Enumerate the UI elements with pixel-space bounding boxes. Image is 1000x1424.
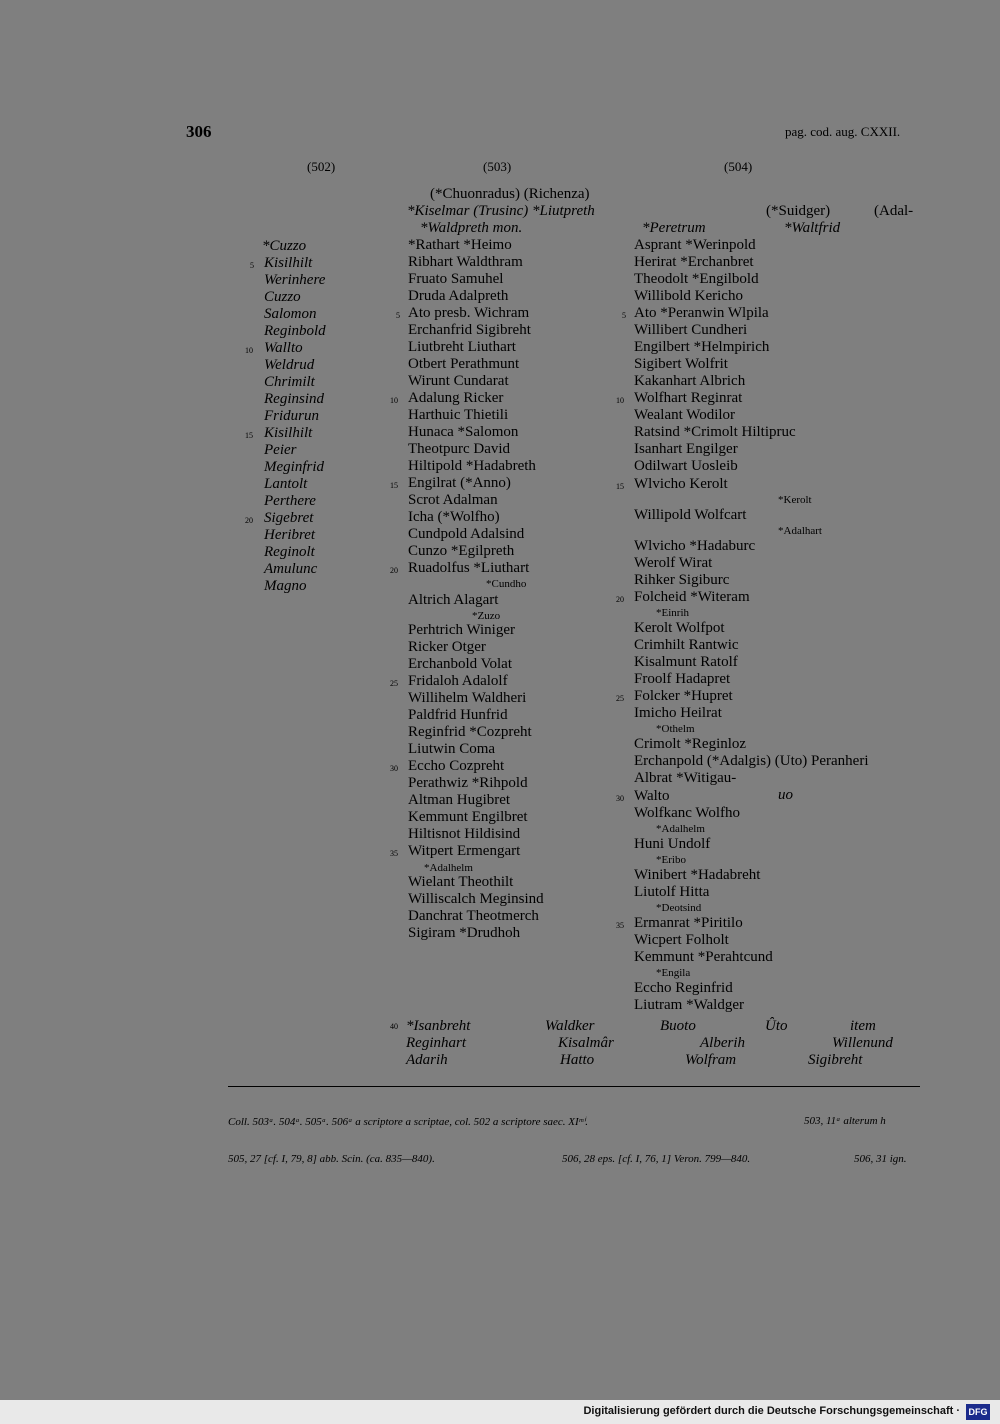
- name-entry: Wallto: [264, 340, 303, 356]
- name-entry: Wielant Theothilt: [408, 874, 514, 890]
- name-entry: Sigibert Wolfrit: [634, 356, 728, 372]
- name-entry: *Cuzzo: [262, 238, 307, 254]
- name-entry: Sigibreht: [808, 1052, 863, 1068]
- name-entry: *Waltfrid: [784, 220, 841, 236]
- footnote-line: 505, 27 [cf. I, 79, 8] abb. Scin. (ca. 835—840).: [228, 1153, 435, 1165]
- name-entry: Wolfhart Reginrat: [634, 390, 743, 406]
- name-entry: Druda Adalpreth: [408, 288, 509, 304]
- name-entry: Ribhart Waldthram: [408, 254, 523, 270]
- name-entry: (*Chuonradus) (Richenza): [430, 186, 590, 202]
- name-entry: Harthuic Thietili: [408, 407, 509, 423]
- name-entry: *Othelm: [656, 723, 695, 735]
- name-entry: Erchanpold (*Adalgis) (Uto) Peranheri: [634, 753, 869, 769]
- line-number: 25: [390, 679, 398, 688]
- footnote-line: 503, 11ᵃ alterum h: [804, 1115, 886, 1127]
- line-number: 10: [616, 396, 624, 405]
- name-entry: Crimhilt Rantwic: [634, 637, 739, 653]
- line-number: 35: [616, 921, 624, 930]
- name-entry: item: [850, 1018, 876, 1034]
- running-title: pag. cod. aug. CXXII.: [785, 124, 901, 139]
- name-entry: Perhtrich Winiger: [408, 622, 516, 638]
- name-entry: Eccho Reginfrid: [634, 980, 733, 996]
- line-number: 20: [616, 595, 624, 604]
- name-entry: Liutbreht Liuthart: [408, 339, 516, 355]
- name-entry: Huni Undolf: [634, 836, 711, 852]
- name-entry: Chrimilt: [264, 374, 315, 390]
- name-entry: *Rathart *Heimo: [408, 237, 512, 253]
- line-number: 25: [616, 694, 624, 703]
- name-entry: Reginbold: [264, 323, 326, 339]
- name-entry: Liutolf Hitta: [634, 884, 710, 900]
- name-entry: Fridaloh Adalolf: [408, 673, 508, 689]
- name-entry: Ratsind *Crimolt Hiltipruc: [634, 424, 796, 440]
- name-entry: Weldrud: [264, 357, 315, 373]
- column-label-504: (504): [724, 159, 753, 174]
- name-entry: Winibert *Hadabreht: [634, 867, 761, 883]
- name-entry: Adarih: [406, 1052, 448, 1068]
- line-number: 30: [616, 794, 624, 803]
- name-entry: Sigiram *Drudhoh: [408, 925, 521, 941]
- name-entry: Amulunc: [264, 561, 318, 577]
- name-entry: Wolfram: [685, 1052, 737, 1068]
- name-entry: Ato presb. Wichram: [408, 305, 530, 321]
- name-entry: Kisilhilt: [264, 255, 313, 271]
- footnote-divider: [228, 1086, 920, 1087]
- name-entry: Williscalch Meginsind: [408, 891, 544, 907]
- line-number: 20: [245, 516, 253, 525]
- name-entry: Kakanhart Albrich: [634, 373, 746, 389]
- name-entry: Kerolt Wolfpot: [634, 620, 725, 636]
- line-number: 35: [390, 849, 398, 858]
- name-entry: Wealant Wodilor: [634, 407, 736, 423]
- name-entry: *Isanbreht: [406, 1018, 471, 1034]
- line-number: 5: [396, 311, 400, 320]
- name-entry: Eccho Cozpreht: [408, 758, 505, 774]
- name-entry: Willihelm Waldheri: [408, 690, 527, 706]
- line-number: 5: [250, 261, 254, 270]
- name-entry: Engilrat (*Anno): [408, 475, 511, 491]
- name-entry: *Deotsind: [656, 902, 702, 914]
- name-entry: Kemmunt Engilbret: [408, 809, 528, 825]
- name-entry: Liutwin Coma: [408, 741, 496, 757]
- name-entry: Wicpert Folholt: [634, 932, 729, 948]
- name-entry: Ermanrat *Piritilo: [634, 915, 743, 931]
- name-entry: Hatto: [560, 1052, 595, 1068]
- line-number: 5: [622, 311, 626, 320]
- name-entry: Froolf Hadapret: [634, 671, 731, 687]
- column-label-503: (503): [483, 159, 512, 174]
- footer-text: Digitalisierung gefördert durch die Deutsche Forschungsgemeinschaft ·: [583, 1405, 960, 1417]
- name-entry: Wolfkanc Wolfho: [634, 805, 741, 821]
- name-entry: Reginsind: [264, 391, 324, 407]
- name-entry: Engilbert *Helmpirich: [634, 339, 770, 355]
- name-entry: Theodolt *Engilbold: [634, 271, 759, 287]
- name-entry: *Adalhelm: [656, 823, 705, 835]
- name-entry: Hiltipold *Hadabreth: [408, 458, 536, 474]
- name-entry: Liutram *Waldger: [634, 997, 745, 1013]
- name-entry: Heribret: [264, 527, 316, 543]
- name-entry: Isanhart Engilger: [634, 441, 738, 457]
- name-entry: Buoto: [660, 1018, 696, 1034]
- column-label-502: (502): [307, 159, 336, 174]
- name-entry: Willibert Cundheri: [634, 322, 748, 338]
- name-entry: Rihker Sigiburc: [634, 572, 730, 588]
- name-entry: Wlvicho *Hadaburc: [634, 538, 756, 554]
- name-entry: Ricker Otger: [408, 639, 486, 655]
- name-entry: (Adal-: [874, 203, 914, 219]
- dfg-logo-icon: DFG: [966, 1404, 990, 1420]
- name-entry: Reginolt: [264, 544, 315, 560]
- name-entry: Erchanbold Volat: [408, 656, 513, 672]
- name-entry: Wirunt Cundarat: [408, 373, 509, 389]
- name-entry: Salomon: [264, 306, 317, 322]
- name-entry: *Kiselmar (Trusinc) *Liutpreth: [407, 203, 595, 219]
- name-entry: Werolf Wirat: [634, 555, 713, 571]
- name-entry: Willibold Kericho: [634, 288, 743, 304]
- name-entry: Peier: [264, 442, 297, 458]
- name-entry: Hiltisnot Hildisind: [408, 826, 521, 842]
- name-entry: *Adalhart: [778, 525, 822, 537]
- name-entry: Cuzzo: [264, 289, 301, 305]
- line-number: 10: [390, 396, 398, 405]
- name-entry: Crimolt *Reginloz: [634, 736, 747, 752]
- name-entry: Altman Hugibret: [408, 792, 511, 808]
- name-entry: Herirat *Erchanbret: [634, 254, 754, 270]
- name-entry: Walto: [634, 788, 670, 804]
- name-entry: Cunzo *Egilpreth: [408, 543, 515, 559]
- name-entry: Folcheid *Witeram: [634, 589, 750, 605]
- name-entry: *Eribo: [656, 854, 686, 866]
- name-entry: Alberih: [700, 1035, 745, 1051]
- name-entry: uo: [778, 787, 793, 803]
- name-entry: Perthere: [264, 493, 316, 509]
- name-entry: *Zuzo: [472, 610, 501, 622]
- name-entry: *Adalhelm: [424, 862, 473, 874]
- line-number: 15: [390, 481, 398, 490]
- name-entry: Otbert Perathmunt: [408, 356, 520, 372]
- name-entry: Theotpurc David: [408, 441, 511, 457]
- name-entry: Kisalmunt Ratolf: [634, 654, 738, 670]
- name-entry: Witpert Ermengart: [408, 843, 521, 859]
- name-entry: *Engila: [656, 967, 691, 979]
- footnote-line: 506, 28 eps. [cf. I, 76, 1] Veron. 799—840.: [562, 1153, 751, 1165]
- line-number: 30: [390, 764, 398, 773]
- name-entry: *Einrih: [656, 607, 689, 619]
- line-number: 20: [390, 566, 398, 575]
- name-entry: Perathwiz *Rihpold: [408, 775, 528, 791]
- name-entry: *Kerolt: [778, 494, 812, 506]
- name-entry: Willipold Wolfcart: [634, 507, 747, 523]
- name-entry: *Cundho: [486, 578, 527, 590]
- name-entry: Altrich Alagart: [408, 592, 499, 608]
- name-entry: Willenund: [832, 1035, 893, 1051]
- name-entry: Kemmunt *Perahtcund: [634, 949, 773, 965]
- footer-banner: [0, 1400, 1000, 1424]
- name-entry: Lantolt: [264, 476, 308, 492]
- name-entry: *Waldpreth mon.: [420, 220, 523, 236]
- line-number: 40: [390, 1022, 398, 1031]
- name-entry: Wlvicho Kerolt: [634, 476, 728, 492]
- name-entry: Kisalmâr: [558, 1035, 614, 1051]
- name-entry: Icha (*Wolfho): [408, 509, 500, 525]
- name-entry: Scrot Adalman: [408, 492, 498, 508]
- name-entry: Reginhart: [406, 1035, 466, 1051]
- name-entry: Paldfrid Hunfrid: [408, 707, 508, 723]
- name-entry: Ato *Peranwin Wlpila: [634, 305, 769, 321]
- name-entry: Asprant *Werinpold: [634, 237, 756, 253]
- name-entry: Ruadolfus *Liuthart: [408, 560, 530, 576]
- name-entry: Ûto: [765, 1018, 788, 1034]
- name-entry: Meginfrid: [264, 459, 324, 475]
- name-entry: *Peretrum: [642, 220, 706, 236]
- line-number: 15: [616, 482, 624, 491]
- footnote-line: 506, 31 ign.: [854, 1153, 907, 1165]
- line-number: 10: [245, 346, 253, 355]
- name-entry: Werinhere: [264, 272, 326, 288]
- name-entry: Kisilhilt: [264, 425, 313, 441]
- name-entry: Fruato Samuhel: [408, 271, 504, 287]
- name-entry: Reginfrid *Cozpreht: [408, 724, 532, 740]
- name-entry: (*Suidger): [766, 203, 831, 219]
- name-entry: Folcker *Hupret: [634, 688, 733, 704]
- line-number: 15: [245, 431, 253, 440]
- name-entry: Albrat *Witigau-: [634, 770, 737, 786]
- name-entry: Erchanfrid Sigibreht: [408, 322, 531, 338]
- footnote-line: Coll. 503ᵃ. 504ᵃ. 505ᵃ. 506ᵃ a scriptore a scriptae, col. 502 a scriptore saec. XIᵐⁱ.: [228, 1116, 588, 1128]
- name-entry: Hunaca *Salomon: [408, 424, 519, 440]
- name-entry: Odilwart Uosleib: [634, 458, 738, 474]
- name-entry: Imicho Heilrat: [634, 705, 722, 721]
- name-entry: Waldker: [545, 1018, 595, 1034]
- name-entry: Danchrat Theotmerch: [408, 908, 539, 924]
- name-entry: Adalung Ricker: [408, 390, 504, 406]
- page-number: 306: [186, 122, 212, 141]
- name-entry: Cundpold Adalsind: [408, 526, 525, 542]
- name-entry: Magno: [264, 578, 307, 594]
- name-entry: Sigebret: [264, 510, 314, 526]
- name-entry: Fridurun: [264, 408, 320, 424]
